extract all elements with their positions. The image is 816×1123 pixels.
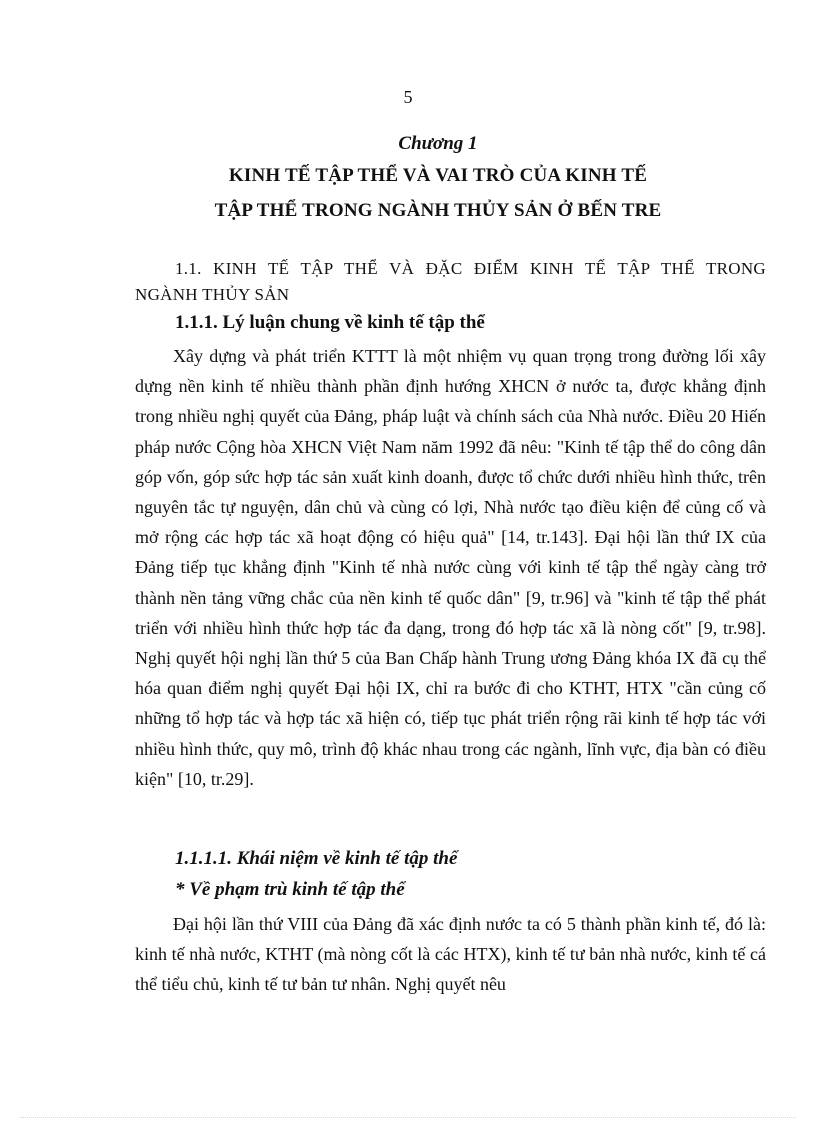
- subsection-heading: 1.1.1. Lý luận chung về kinh tế tập thể: [175, 312, 485, 333]
- section-heading-line-2: NGÀNH THỦY SẢN: [135, 285, 290, 304]
- body-paragraph-1: Xây dựng và phát triển KTTT là một nhiệm vụ quan trọng trong đường lối xây dựng nền kinh tế nhiều thành phần định hướng XHCN ở nước ta, được khẳng định trong nhiều nghị quyết của Đảng, pháp luật và chính sách của Nhà nước. Điều 20 Hiến pháp nước Cộng hòa XHCN Việt Nam năm 1992 đã nêu: "Kinh tế tập thể do công dân góp vốn, góp sức hợp tác sản xuất kinh doanh, được tổ chức dưới nhiều hình thức, trên nguyên tắc tự nguyện, dân chủ và cùng có lợi, Nhà nước tạo điều kiện để củng cố và mở rộng các hợp tác xã hoạt động có hiệu quả" [14, tr.143]. Đại hội lần thứ IX của Đảng tiếp tục khẳng định "Kinh tế nhà nước cùng với kinh tế tập thể ngày càng trở thành nền tảng vững chắc của nền kinh tế quốc dân" [9, tr.96] và "kinh tế tập thể phát triển với nhiều hình thức hợp tác đa dạng, trong đó hợp tác xã là nòng cốt" [9, tr.98]. Nghị quyết hội nghị lần thứ 5 của Ban Chấp hành Trung ương Đảng khóa IX đã cụ thể hóa quan điểm nghị quyết Đại hội IX, chỉ ra bước đi cho KTHT, HTX "cần củng cố những tổ hợp tác và hợp tác xã hiện có, tiếp tục phát triển rộng rãi kinh tế hợp tác với nhiều hình thức, quy mô, trình độ khác nhau trong các ngành, lĩnh vực, địa bàn có điều kiện" [10, tr.29].: [135, 346, 766, 789]
- subsubsection-heading: 1.1.1.1. Khái niệm về kinh tế tập thể: [175, 848, 458, 869]
- chapter-title-line-2: TẬP THỂ TRONG NGÀNH THỦY SẢN Ở BẾN TRE: [214, 200, 662, 221]
- page-bottom-divider: [20, 1117, 796, 1118]
- chapter-label: Chương 1: [398, 133, 478, 154]
- page-number: 5: [403, 87, 413, 107]
- body-paragraph-2: Đại hội lần thứ VIII của Đảng đã xác định nước ta có 5 thành phần kinh tế, đó là: kinh tế nhà nước, KTHT (mà nòng cốt là các HTX), kinh tế tư bản nhà nước, kinh tế cá thể tiểu chủ, kinh tế tư bản tư nhân. Nghị quyết nêu: [135, 914, 766, 995]
- chapter-title-line-1: KINH TẾ TẬP THỂ VÀ VAI TRÒ CỦA KINH TẾ: [228, 165, 648, 186]
- section-heading: [135, 256, 766, 308]
- category-heading: * Về phạm trù kinh tế tập thể: [175, 879, 405, 900]
- section-heading-line-1: 1.1. KINH TẾ TẬP THỂ VÀ ĐẶC ĐIỂM KINH TẾ TẬP THỂ TRONG: [175, 259, 766, 278]
